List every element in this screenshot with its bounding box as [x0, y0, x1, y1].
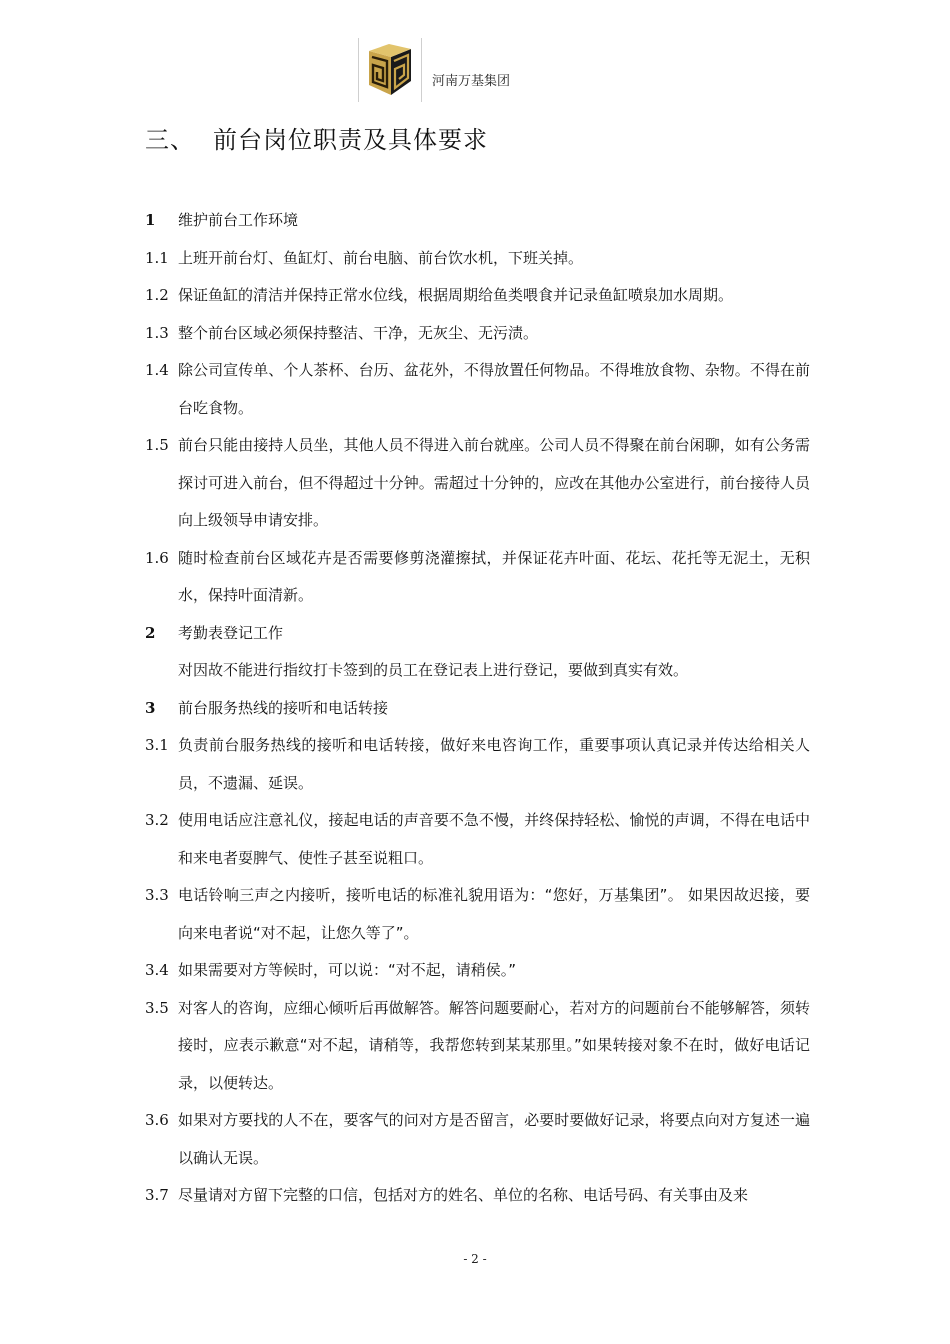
- section-title: [145, 120, 488, 155]
- page-header: [358, 38, 510, 102]
- document-body: [145, 202, 810, 1215]
- list-item: [145, 615, 810, 653]
- list-item: [145, 990, 810, 1103]
- section-number: 三、: [145, 126, 195, 154]
- list-item: [145, 277, 810, 315]
- item-number: 1: [145, 211, 156, 229]
- page-number: - 2 -: [463, 1252, 487, 1266]
- item-number: 1.2: [145, 286, 169, 304]
- list-item: [145, 202, 810, 240]
- item-text: 维护前台工作环境: [178, 211, 299, 229]
- item-text: 前台服务热线的接听和电话转接: [178, 698, 389, 717]
- item-number: 3.2: [145, 811, 169, 829]
- list-item: [145, 1102, 810, 1177]
- item-text: 随时检查前台区域花卉是否需要修剪浇灌擦拭，并保证花卉叶面、花坛、花托等无泥土，无积水，保持叶面清新。: [178, 548, 810, 604]
- list-item: [145, 540, 810, 615]
- section-title-text: 前台岗位职责及具体要求: [213, 126, 488, 154]
- list-item: [145, 427, 810, 540]
- item-text: 如果需要对方等候时，可以说：“对不起，请稍侯。”: [178, 961, 517, 979]
- item-number: 2: [145, 623, 156, 642]
- list-item: [145, 952, 810, 990]
- item-text: 对因故不能进行指纹打卡签到的员工在登记表上进行登记，要做到真实有效。: [178, 661, 689, 679]
- item-number: 1.4: [145, 361, 169, 379]
- item-number: 3.3: [145, 886, 169, 904]
- list-item: [145, 240, 810, 278]
- item-number: 3.5: [145, 998, 169, 1017]
- item-text: 如果对方要找的人不在，要客气的问对方是否留言，必要时要做好记录，将要点向对方复述一遍以确认无误。: [178, 1111, 810, 1167]
- list-item: [145, 315, 810, 353]
- list-item: [145, 352, 810, 427]
- list-item: [145, 877, 810, 952]
- item-text: 对客人的咨询，应细心倾听后再做解答。解答问题要耐心，若对方的问题前台不能够解答，须转接时，应表示歉意“对不起，请稍等，我帮您转到某某那里。”如果转接对象不在时，做好电话记录，以便转达。: [178, 998, 810, 1092]
- gold-square-logo-icon: [367, 43, 413, 97]
- logo: [358, 38, 422, 102]
- item-number: 1.5: [145, 436, 169, 454]
- list-item: [145, 1177, 810, 1215]
- item-number: 3.6: [145, 1111, 169, 1129]
- item-number: [145, 652, 178, 690]
- item-number: 3.4: [145, 961, 169, 979]
- list-item: [145, 690, 810, 728]
- item-number: 1.1: [145, 248, 169, 267]
- item-text: 除公司宣传单、个人茶杯、台历、盆花外，不得放置任何物品。不得堆放食物、杂物。不得在前台吃食物。: [178, 361, 810, 417]
- item-text: 上班开前台灯、鱼缸灯、前台电脑、前台饮水机，下班关掉。: [178, 248, 584, 267]
- item-number: 3.1: [145, 736, 169, 754]
- item-number: 3: [145, 698, 156, 717]
- list-item: [145, 802, 810, 877]
- list-item: [145, 727, 810, 802]
- item-number: 1.3: [145, 323, 169, 342]
- list-item: [145, 652, 810, 690]
- company-name: 河南万基集团: [432, 73, 511, 89]
- item-text: 电话铃响三声之内接听，接听电话的标准礼貌用语为：“您好，万基集团”。 如果因故迟接，要向来电者说“对不起，让您久等了”。: [178, 886, 810, 942]
- item-text: 负责前台服务热线的接听和电话转接，做好来电咨询工作，重要事项认真记录并传达给相关人员，不遗漏、延误。: [178, 736, 810, 792]
- item-text: 尽量请对方留下完整的口信，包括对方的姓名、单位的名称、电话号码、有关事由及来: [178, 1186, 749, 1204]
- item-text: 考勤表登记工作: [178, 623, 284, 642]
- item-text: 整个前台区域必须保持整洁、干净，无灰尘、无污渍。: [178, 323, 539, 342]
- item-number: 1.6: [145, 548, 169, 567]
- item-text: 前台只能由接持人员坐，其他人员不得进入前台就座。公司人员不得聚在前台闲聊，如有公务需探讨可进入前台，但不得超过十分钟。需超过十分钟的，应改在其他办公室进行，前台接待人员向上级领导申请安排。: [178, 436, 810, 529]
- item-number: 3.7: [145, 1186, 169, 1204]
- item-text: 保证鱼缸的清洁并保持正常水位线，根据周期给鱼类喂食并记录鱼缸喷泉加水周期。: [178, 286, 734, 304]
- item-text: 使用电话应注意礼仪，接起电话的声音要不急不慢，并终保持轻松、愉悦的声调，不得在电话中和来电者耍脾气、使性子甚至说粗口。: [178, 811, 810, 867]
